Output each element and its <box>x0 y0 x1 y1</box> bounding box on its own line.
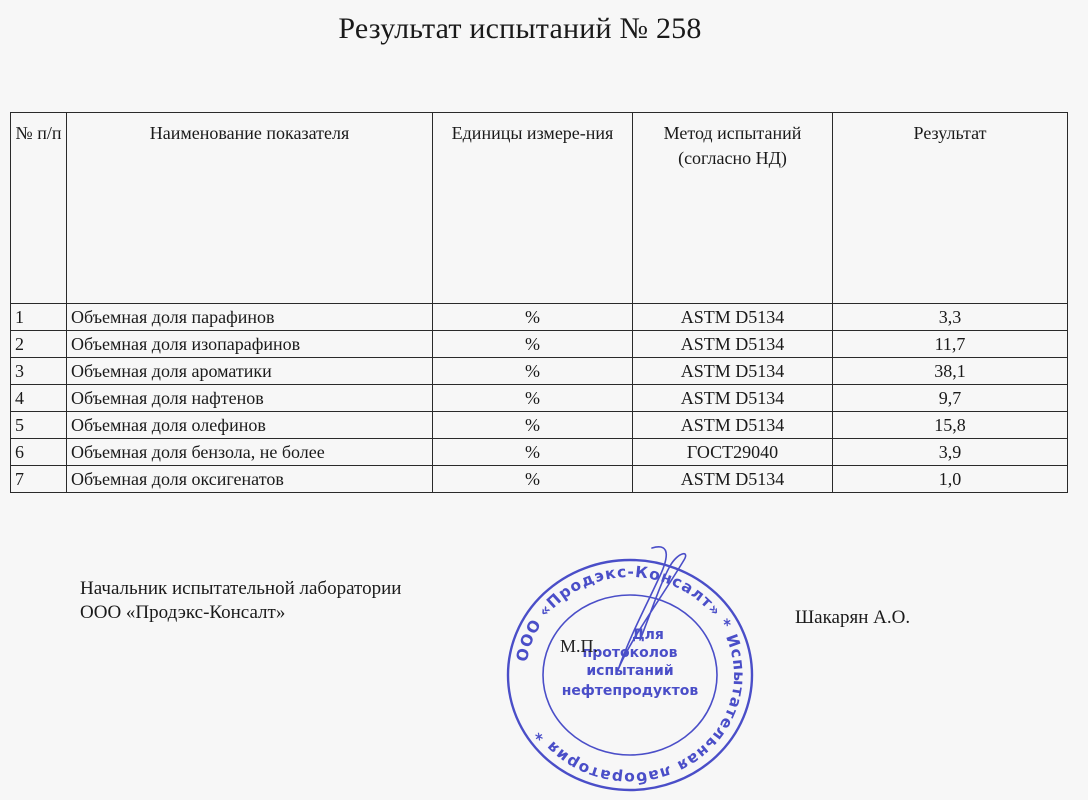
stamp-inner-line3: испытаний <box>586 663 674 679</box>
stamp-inner-line4: нефтепродуктов <box>561 683 699 699</box>
row-result: 3,3 <box>833 304 1068 331</box>
results-table <box>10 112 1068 493</box>
row-name: Объемная доля изопарафинов <box>67 331 433 358</box>
row-result: 15,8 <box>833 412 1068 439</box>
row-units: % <box>433 466 633 493</box>
signatory-position <box>80 577 401 625</box>
row-method: ASTM D5134 <box>633 304 833 331</box>
row-method: ASTM D5134 <box>633 331 833 358</box>
row-method: ASTM D5134 <box>633 412 833 439</box>
row-name: Объемная доля бензола, не более <box>67 439 433 466</box>
row-name: Объемная доля олефинов <box>67 412 433 439</box>
row-num: 1 <box>11 304 67 331</box>
row-name: Объемная доля нафтенов <box>67 385 433 412</box>
row-units: % <box>433 385 633 412</box>
stamp-inner-line2: протоколов <box>582 645 678 661</box>
document-title: Результат испытаний № 258 <box>338 12 702 45</box>
row-name: Объемная доля оксигенатов <box>67 466 433 493</box>
row-units: % <box>433 331 633 358</box>
row-result: 9,7 <box>833 385 1068 412</box>
row-num: 5 <box>11 412 67 439</box>
header-name: Наименование показателя <box>67 113 433 304</box>
row-units: % <box>433 358 633 385</box>
header-units: Единицы измере-ния <box>433 113 633 304</box>
table-row <box>11 466 1068 493</box>
row-num: 4 <box>11 385 67 412</box>
row-num: 7 <box>11 466 67 493</box>
row-num: 2 <box>11 331 67 358</box>
table-row <box>11 439 1068 466</box>
row-num: 6 <box>11 439 67 466</box>
table-row <box>11 412 1068 439</box>
row-method: ГОСТ29040 <box>633 439 833 466</box>
signatory-name: Шакарян А.О. <box>795 607 911 628</box>
row-method: ASTM D5134 <box>633 466 833 493</box>
table-row <box>11 385 1068 412</box>
stamp-outer-text: ООО «Продэкс-Консалт» * Испытательная лаборатория * <box>512 562 749 788</box>
row-units: % <box>433 439 633 466</box>
row-units: % <box>433 412 633 439</box>
table-row <box>11 304 1068 331</box>
table-row <box>11 331 1068 358</box>
row-result: 38,1 <box>833 358 1068 385</box>
row-result: 3,9 <box>833 439 1068 466</box>
row-result: 1,0 <box>833 466 1068 493</box>
row-name: Объемная доля парафинов <box>67 304 433 331</box>
stamp-place-label: М.П. <box>560 636 599 656</box>
row-result: 11,7 <box>833 331 1068 358</box>
row-method: ASTM D5134 <box>633 358 833 385</box>
signatory-position-line1: Начальник испытательной лаборатории <box>80 578 402 599</box>
header-result: Результат <box>833 113 1068 304</box>
row-name: Объемная доля ароматики <box>67 358 433 385</box>
stamp-inner-line1: Для <box>632 627 664 643</box>
header-num: № п/п <box>11 113 67 304</box>
table-header-row <box>11 113 1068 304</box>
handwritten-signature <box>600 540 720 690</box>
row-num: 3 <box>11 358 67 385</box>
signatory-position-line2: ООО «Продэкс-Консалт» <box>80 602 286 623</box>
header-method: Метод испытаний (согласно НД) <box>633 113 833 304</box>
row-units: % <box>433 304 633 331</box>
row-method: ASTM D5134 <box>633 385 833 412</box>
table-row <box>11 358 1068 385</box>
